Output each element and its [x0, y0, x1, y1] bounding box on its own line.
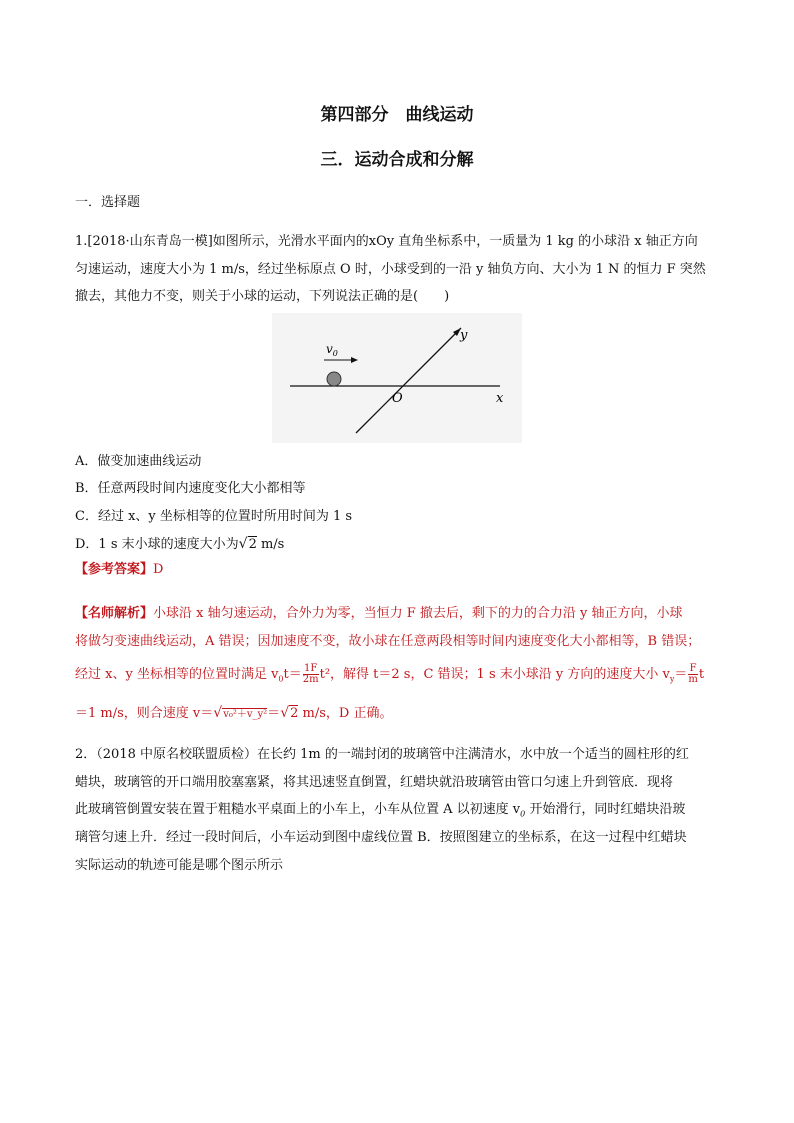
q1-option-d: D．1 s 末小球的速度大小为√2 m/s — [75, 536, 285, 552]
analysis-line-2: 将做匀变速曲线运动，A 错误；因加速度不变，故小球在任意两段相等时间内速度变化大小都相等，B 错误； — [75, 634, 701, 649]
x-axis-label: x — [496, 391, 504, 406]
q1-line-1: 1.[2018·山东青岛一模]如图所示，光滑水平面内的xOy 直角坐标系中，一质量为 1 kg 的小球沿 x 轴正方向 — [75, 234, 698, 249]
q1-line-3: 撤去，其他力不变，则关于小球的运动，下列说法正确的是( ) — [75, 289, 450, 304]
q1-figure — [272, 313, 522, 443]
q2-line-5: 实际运动的轨迹可能是哪个图示所示 — [75, 858, 284, 873]
q2-line-1: 2．（2018 中原名校联盟质检）在长约 1m 的一端封闭的玻璃管中注满清水，水中放一个适当的圆柱形的红 — [75, 747, 689, 762]
y-axis-label: y — [460, 328, 468, 343]
part-title: 第四部分 曲线运动 — [320, 105, 474, 125]
analysis-line-1: 【名师解析】小球沿 x 轴匀速运动，合外力为零，当恒力 F 撤去后，剩下的力的合力沿 y 轴正方向，小球 — [75, 606, 683, 621]
answer-value: D — [153, 562, 164, 577]
q1-answer — [75, 560, 725, 580]
section-label: 一．选择题 — [75, 195, 141, 210]
v0-label: $v_0$ — [326, 342, 338, 358]
q2-line-2: 蜡块，玻璃管的开口端用胶塞塞紧，将其迅速竖直倒置，红蜡块就沿玻璃管由管口匀速上升到管底．现将 — [75, 775, 674, 790]
q1-option-a: A．做变加速曲线运动 — [75, 454, 202, 469]
analysis-tag: 【名师解析】 — [75, 606, 154, 621]
q2-line-3: 此玻璃管倒置安装在置于粗糙水平桌面上的小车上，小车从位置 A 以初速度 $v_0$ 开始滑行，同时红蜡块沿玻 — [75, 802, 686, 819]
analysis-line-4: ＝1 m/s，则合速度 v＝√v₀²＋v_y²＝√2 m/s，D 正确。 — [75, 705, 393, 721]
figure-background — [272, 313, 522, 443]
analysis-line-3: 经过 x、y 坐标相等的位置时满足 $v_0t=$ $\frac{1F}{2m}$ t²，解得 t＝2 s，C 错误；1 s 末小球沿 y 方向的速度大小 $v_y=$ $\frac{F}{m}$ t — [75, 663, 705, 685]
answer-tag: 【参考答案】 — [75, 562, 154, 577]
q2-line-4: 璃管匀速上升．经过一段时间后，小车运动到图中虚线位置 B．按照图建立的坐标系，在这一过程中红蜡块 — [75, 830, 687, 845]
ball — [327, 372, 341, 386]
q1-option-b: B．任意两段时间内速度变化大小都相等 — [75, 481, 306, 496]
section-title: 三．运动合成和分解 — [320, 150, 474, 170]
sqrt-two: 2 — [248, 537, 257, 552]
q1-option-c: C．经过 x、y 坐标相等的位置时所用时间为 1 s — [75, 509, 353, 524]
origin-label: O — [392, 391, 403, 406]
q1-figure-svg — [272, 313, 522, 443]
q1-line-2: 匀速运动，速度大小为 1 m/s，经过坐标原点 O 时，小球受到的一沿 y 轴负方向、大小为 1 N 的恒力 F 突然 — [75, 262, 706, 277]
